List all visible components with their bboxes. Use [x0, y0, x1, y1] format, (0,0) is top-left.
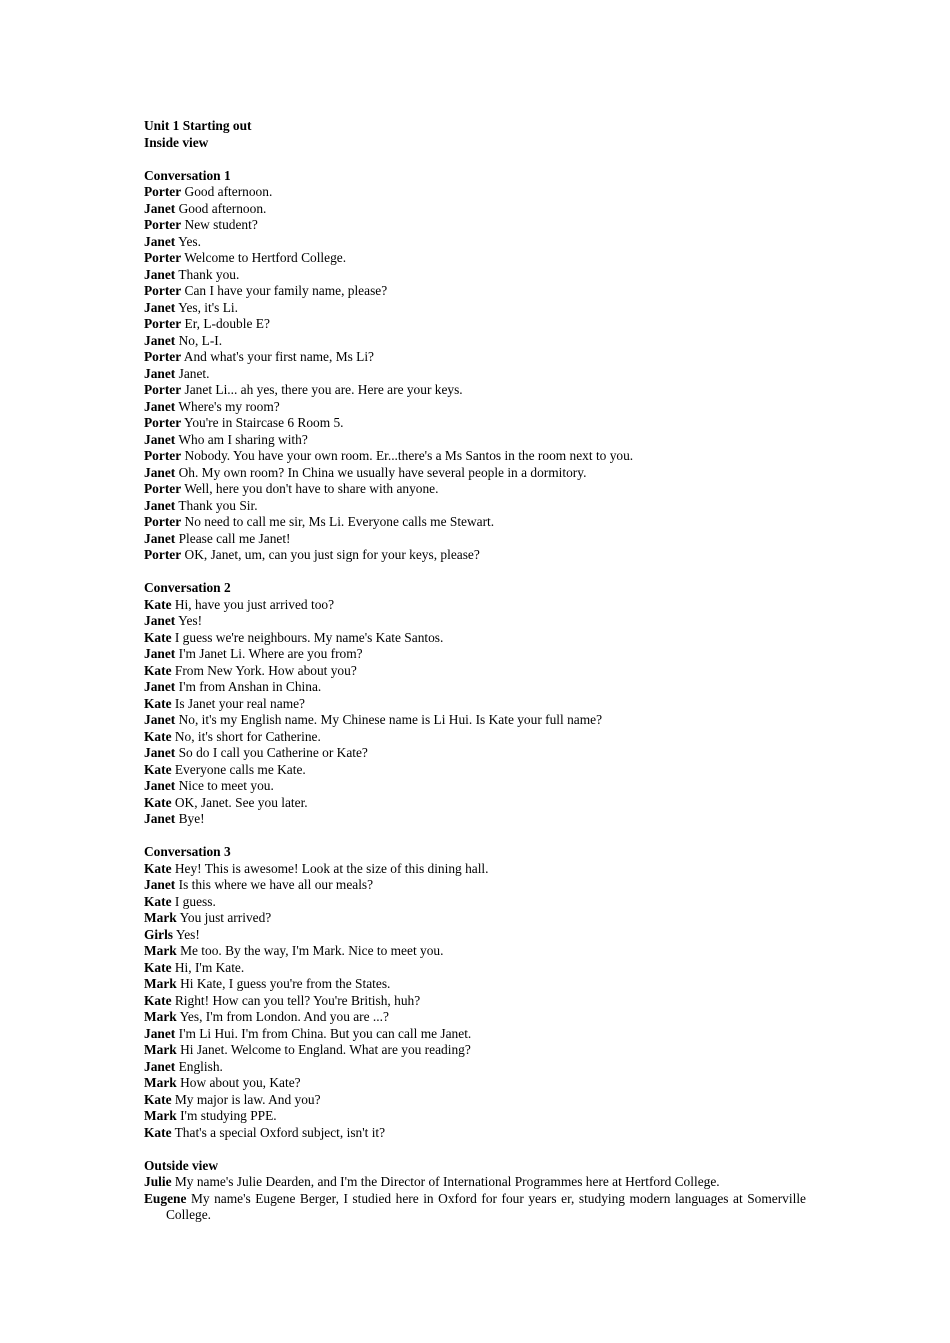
dialogue-text: That's a special Oxford subject, isn't it? — [174, 1124, 386, 1140]
speaker-name: Janet — [144, 266, 176, 282]
speaker-name: Janet — [144, 679, 176, 694]
dialogue-text: Right! How can you tell? You're British, huh? — [174, 992, 421, 1008]
dialogue-text: Yes! — [175, 926, 200, 942]
speaker-name: Porter — [144, 283, 182, 298]
conversation-title: Conversation 2 — [144, 580, 231, 595]
dialogue-line — [144, 184, 806, 201]
dialogue-text: I'm Li Hui. I'm from China. But you can call me Janet. — [178, 1025, 472, 1041]
dialogue-line — [144, 201, 806, 218]
speaker-name: Kate — [144, 728, 172, 744]
dialogue-line — [144, 465, 806, 482]
dialogue-text: My major is law. And you? — [174, 1091, 321, 1107]
speaker-name: Kate — [144, 1091, 172, 1107]
dialogue-line — [144, 646, 806, 663]
dialogue-text: No, it's my English name. My Chinese name is Li Hui. Is Kate your full name? — [178, 712, 603, 727]
speaker-name: Kate — [144, 1124, 172, 1140]
spacer — [144, 151, 806, 168]
dialogue-text: Everyone calls me Kate. — [174, 761, 306, 777]
dialogue-text: You just arrived? — [179, 910, 272, 925]
dialogue-line — [144, 349, 806, 366]
dialogue-text: Good afternoon. — [178, 200, 267, 216]
speaker-name: Girls — [144, 926, 174, 942]
section-title: Inside view — [144, 134, 209, 150]
dialogue-text: Er, L-double E? — [184, 316, 270, 331]
speaker-name: Janet — [144, 745, 176, 760]
speaker-name: Janet — [144, 877, 176, 892]
dialogue-line — [144, 415, 806, 432]
dialogue-text: Good afternoon. — [184, 184, 273, 199]
dialogue-text: Oh. My own room? In China we usually have several people in a dormitory. — [178, 464, 587, 480]
dialogue-text: Well, here you don't have to share with anyone. — [184, 481, 439, 496]
speaker-name: Porter — [144, 448, 182, 463]
dialogue-line — [144, 778, 806, 795]
dialogue-text: Hi Kate, I guess you're from the States. — [180, 976, 391, 991]
dialogue-line — [144, 943, 806, 960]
dialogue-text: Hi Janet. Welcome to England. What are you reading? — [180, 1042, 471, 1057]
dialogue-text: Thank you Sir. — [178, 497, 258, 513]
speaker-name: Janet — [144, 365, 176, 381]
dialogue-line — [144, 795, 806, 812]
dialogue-line — [144, 663, 806, 680]
dialogue-text: My name's Eugene Berger, I studied here in Oxford for four years er, studying modern languages at Somerville College. — [166, 1190, 806, 1222]
speaker-name: Mark — [144, 1075, 177, 1090]
speaker-name: Porter — [144, 184, 182, 199]
dialogue-line — [144, 993, 806, 1010]
speaker-name: Janet — [144, 398, 176, 414]
dialogue-text: Janet. — [178, 365, 210, 381]
speaker-name: Porter — [144, 547, 182, 562]
speaker-name: Mark — [144, 1009, 177, 1024]
speaker-name: Janet — [144, 464, 176, 480]
dialogue-line — [144, 712, 806, 729]
speaker-name: Kate — [144, 959, 172, 975]
speaker-name: Kate — [144, 860, 172, 876]
dialogue-text: OK, Janet. See you later. — [174, 794, 308, 810]
dialogue-line — [144, 613, 806, 630]
dialogue-line — [144, 481, 806, 498]
dialogue-text: Can I have your family name, please? — [184, 283, 388, 298]
dialogue-line — [144, 382, 806, 399]
dialogue-text: No, it's short for Catherine. — [174, 728, 321, 744]
dialogue-line — [144, 217, 806, 234]
speaker-name: Mark — [144, 1108, 177, 1123]
conversation-title: Conversation 3 — [144, 844, 231, 859]
dialogue-text: Is this where we have all our meals? — [178, 877, 374, 892]
speaker-name: Janet — [144, 332, 176, 348]
speaker-name: Porter — [144, 316, 182, 331]
speaker-name: Porter — [144, 250, 182, 265]
dialogue-text: English. — [178, 1058, 223, 1074]
dialogue-line — [144, 745, 806, 762]
dialogue-line — [144, 729, 806, 746]
dialogue-line — [144, 333, 806, 350]
dialogue-line — [144, 547, 806, 564]
dialogue-line — [144, 811, 806, 828]
dialogue-line — [144, 514, 806, 531]
conversation-block — [144, 168, 806, 581]
dialogue-text: Who am I sharing with? — [178, 431, 308, 447]
outside-view-section — [144, 1158, 806, 1224]
conversation-block — [144, 580, 806, 844]
dialogue-line — [144, 498, 806, 515]
dialogue-text: And what's your first name, Ms Li? — [183, 349, 375, 364]
dialogue-line — [144, 861, 806, 878]
dialogue-text: How about you, Kate? — [180, 1075, 301, 1090]
dialogue-line — [144, 300, 806, 317]
speaker-name: Kate — [144, 794, 172, 810]
speaker-name: Porter — [144, 217, 182, 232]
dialogue-text: Yes. — [178, 233, 201, 249]
dialogue-text: No need to call me sir, Ms Li. Everyone calls me Stewart. — [184, 514, 495, 529]
dialogue-line — [144, 696, 806, 713]
conversation-title: Conversation 1 — [144, 167, 231, 183]
dialogue-text: Yes, it's Li. — [178, 299, 238, 315]
speaker-name: Mark — [144, 1042, 177, 1057]
speaker-name: Julie — [144, 1174, 172, 1189]
speaker-name: Eugene — [144, 1190, 187, 1206]
dialogue-line — [144, 1174, 806, 1191]
speaker-name: Janet — [144, 431, 176, 447]
speaker-name: Janet — [144, 233, 176, 249]
speaker-name: Kate — [144, 596, 172, 612]
dialogue-text: Thank you. — [178, 266, 240, 282]
dialogue-line — [144, 1075, 806, 1092]
dialogue-text: I'm from Anshan in China. — [178, 679, 322, 694]
speaker-name: Janet — [144, 299, 176, 315]
dialogue-line — [144, 976, 806, 993]
speaker-name: Janet — [144, 497, 176, 513]
spacer — [144, 828, 806, 845]
speaker-name: Porter — [144, 382, 182, 397]
outside-view-title: Outside view — [144, 1157, 219, 1173]
dialogue-text: New student? — [184, 217, 258, 232]
unit-title: Unit 1 Starting out — [144, 118, 252, 133]
dialogue-line — [144, 250, 806, 267]
spacer — [144, 1141, 806, 1158]
dialogue-line — [144, 960, 806, 977]
conversations — [144, 168, 806, 1158]
dialogue-line — [144, 910, 806, 927]
dialogue-line — [144, 448, 806, 465]
dialogue-line — [144, 1092, 806, 1109]
speaker-name: Porter — [144, 481, 182, 496]
dialogue-text: Nice to meet you. — [178, 778, 274, 793]
dialogue-text: So do I call you Catherine or Kate? — [178, 745, 368, 760]
dialogue-text: Welcome to Hertford College. — [184, 250, 347, 265]
conversation-block — [144, 844, 806, 1158]
dialogue-line — [144, 877, 806, 894]
dialogue-text: Is Janet your real name? — [174, 695, 306, 711]
dialogue-line — [144, 531, 806, 548]
dialogue-text: Yes, I'm from London. And you are ...? — [179, 1009, 389, 1024]
dialogue-text: I guess we're neighbours. My name's Kate Santos. — [174, 629, 444, 645]
dialogue-line — [144, 1059, 806, 1076]
dialogue-line — [144, 234, 806, 251]
dialogue-line — [144, 1042, 806, 1059]
dialogue-line — [144, 630, 806, 647]
dialogue-text: Please call me Janet! — [178, 530, 291, 546]
dialogue-line — [144, 1026, 806, 1043]
dialogue-line — [144, 762, 806, 779]
speaker-name: Porter — [144, 349, 182, 364]
dialogue-text: Hi, I'm Kate. — [174, 959, 245, 975]
spacer — [144, 564, 806, 581]
dialogue-text: Hi, have you just arrived too? — [174, 596, 335, 612]
dialogue-line — [144, 1125, 806, 1142]
dialogue-line — [144, 366, 806, 383]
dialogue-text: Bye! — [178, 811, 205, 826]
dialogue-text: No, L-I. — [178, 332, 223, 348]
speaker-name: Janet — [144, 712, 176, 727]
speaker-name: Porter — [144, 514, 182, 529]
dialogue-line — [144, 1009, 806, 1026]
dialogue-line — [144, 1191, 806, 1224]
dialogue-text: Where's my room? — [178, 398, 280, 414]
speaker-name: Janet — [144, 778, 176, 793]
dialogue-text: You're in Staircase 6 Room 5. — [184, 415, 344, 430]
dialogue-line — [144, 597, 806, 614]
speaker-name: Mark — [144, 976, 177, 991]
dialogue-line — [144, 399, 806, 416]
dialogue-text: I'm Janet Li. Where are you from? — [178, 646, 363, 661]
dialogue-text: Hey! This is awesome! Look at the size of this dining hall. — [174, 860, 489, 876]
dialogue-text: Nobody. You have your own room. Er...there's a Ms Santos in the room next to you. — [184, 448, 634, 463]
outside-view-lines — [144, 1174, 806, 1224]
dialogue-line — [144, 679, 806, 696]
dialogue-line — [144, 927, 806, 944]
speaker-name: Kate — [144, 761, 172, 777]
speaker-name: Janet — [144, 1025, 176, 1041]
dialogue-line — [144, 1108, 806, 1125]
speaker-name: Janet — [144, 646, 176, 661]
dialogue-text: Yes! — [178, 613, 203, 628]
dialogue-line — [144, 267, 806, 284]
dialogue-line — [144, 432, 806, 449]
dialogue-text: I'm studying PPE. — [180, 1108, 277, 1123]
document-page — [144, 118, 806, 1224]
speaker-name: Janet — [144, 1058, 176, 1074]
dialogue-text: I guess. — [174, 893, 216, 909]
dialogue-text: My name's Julie Dearden, and I'm the Director of International Programmes here at Hertford College. — [174, 1174, 720, 1189]
dialogue-text: Me too. By the way, I'm Mark. Nice to meet you. — [180, 943, 444, 958]
dialogue-line — [144, 283, 806, 300]
dialogue-line — [144, 316, 806, 333]
speaker-name: Kate — [144, 629, 172, 645]
dialogue-line — [144, 894, 806, 911]
speaker-name: Janet — [144, 613, 176, 628]
speaker-name: Kate — [144, 893, 172, 909]
speaker-name: Kate — [144, 662, 172, 678]
speaker-name: Janet — [144, 200, 176, 216]
speaker-name: Kate — [144, 695, 172, 711]
speaker-name: Mark — [144, 910, 177, 925]
speaker-name: Porter — [144, 415, 182, 430]
speaker-name: Janet — [144, 530, 176, 546]
dialogue-text: Janet Li... ah yes, there you are. Here are your keys. — [184, 382, 463, 397]
dialogue-text: From New York. How about you? — [174, 662, 357, 678]
speaker-name: Janet — [144, 811, 176, 826]
speaker-name: Kate — [144, 992, 172, 1008]
speaker-name: Mark — [144, 943, 177, 958]
dialogue-text: OK, Janet, um, can you just sign for your keys, please? — [184, 547, 480, 562]
